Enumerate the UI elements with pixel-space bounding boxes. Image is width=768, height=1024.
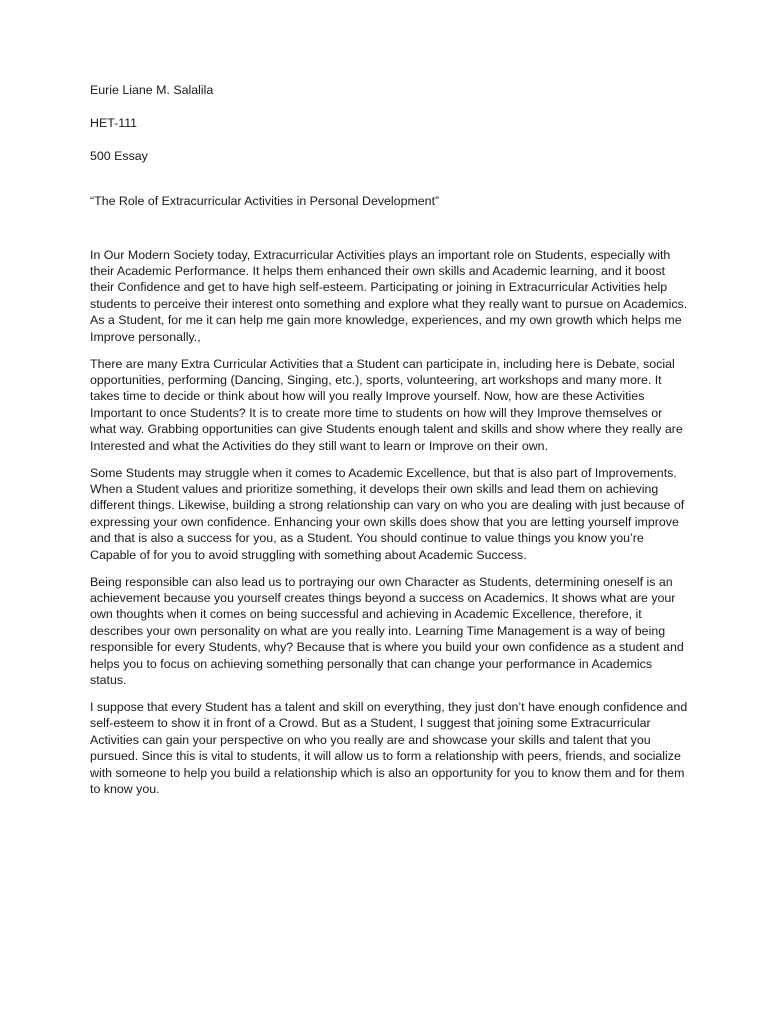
paragraph-1: In Our Modern Society today, Extracurricular Activities plays an important role on Students, especially with their Academic Performance. It helps them enhanced their own skills and Academic learning, and it boost their Confidence and get to have high self-esteem. Participating or joining in Extracurricular Activities help students to perceive their interest onto something and explore what they really want to pursue on Academics. As a Student, for me it can help me gain more knowledge, experiences, and my own growth which helps me Improve personally., — [90, 247, 688, 344]
paragraph-4: Being responsible can also lead us to portraying our own Character as Students, determining oneself is an achievement because you yourself creates things beyond a success on Academics. It shows what are your own thoughts when it comes on being successful and achieving in Academic Excellence, therefore, it describes your own personality on what are you really into. Learning Time Management is a way of being responsible for every Students, why? Because that is where you build your own confidence as a student and helps you to focus on achieving something personally that can change your performance in Academics status. — [90, 574, 684, 688]
document-page — [90, 82, 688, 808]
paragraph-2: There are many Extra Curricular Activities that a Student can participate in, including here is Debate, social opportunities, performing (Dancing, Singing, etc.), sports, volunteering, art workshops and many more. It takes time to decide or think about how will you really Improve yourself. Now, how are these Activities Important to once Students? It is to create more time to students on how will they Improve themselves or what way. Grabbing opportunities can give Students enough talent and skills and show where they really are Interested and what the Activities do they still want to learn or Improve on their own. — [90, 356, 683, 453]
essay-title: “The Role of Extracurricular Activities in Personal Development” — [90, 193, 440, 208]
course-code: HET-111 — [90, 116, 138, 131]
paragraph-3: Some Students may struggle when it comes to Academic Excellence, but that is also part of Improvements. When a Student values and prioritize something, it develops their own skills and lead them on achieving different things. Likewise, building a strong relationship can vary on who you are dealing with just because of expressing your own confidence. Enhancing your own skills does show that you are letting yourself improve and that is also a success for you, as a Student. You should continue to value things you know you’re Capable of for you to avoid struggling with something about Academic Success. — [90, 465, 685, 562]
author-name: Eurie Liane M. Salalila — [90, 83, 214, 97]
assignment-label: 500 Essay — [90, 149, 148, 164]
paragraph-5: I suppose that every Student has a talent and skill on everything, they just don’t have enough confidence and self-esteem to show it in front of a Crowd. But as a Student, I suggest that joining some Extracurricular Activities can gain your perspective on who you really are and showcase your skills and talent that you pursued. Since this is vital to students, it will allow us to form a relationship with peers, friends, and socialize with someone to help you build a relationship which is also an opportunity for you to know them and for them to know you. — [90, 700, 688, 797]
